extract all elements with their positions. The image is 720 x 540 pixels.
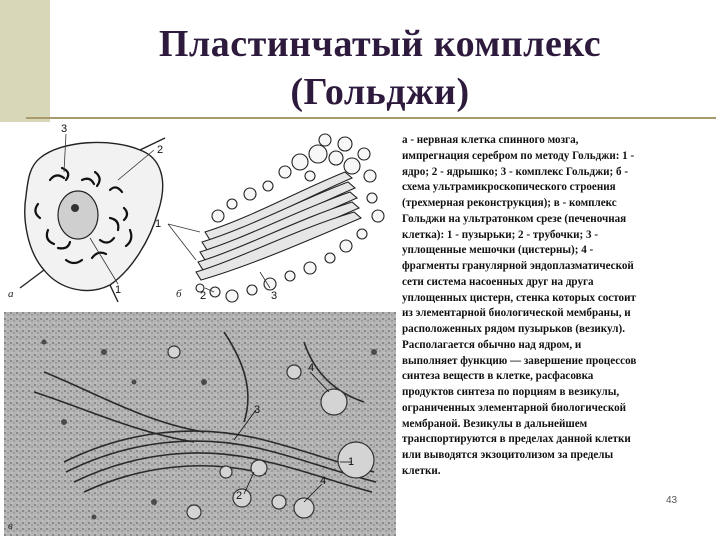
figure-c-label-2: 2 xyxy=(236,490,243,502)
accent-bar xyxy=(0,0,50,122)
figure-b-label-1: 1 xyxy=(155,218,162,230)
micrograph-figure xyxy=(4,312,396,536)
figure-c-label-4-top: 4 xyxy=(308,362,315,374)
golgi-schema-drawing xyxy=(196,134,384,302)
title-divider xyxy=(26,117,716,119)
title-line-2: (Гольджи) xyxy=(290,71,470,113)
figure-c-label-1: 1 xyxy=(348,456,355,468)
figure-b-label-2: 2 xyxy=(200,290,207,302)
neuron-cell-drawing xyxy=(20,138,165,302)
figure-a-label-2: 2 xyxy=(157,144,164,156)
figure-c-label-3: 3 xyxy=(254,404,261,416)
figure-b-label-3: 3 xyxy=(271,290,278,302)
page-number: 43 xyxy=(666,495,678,506)
figure-c-letter: в xyxy=(8,520,13,532)
figure-caption: а - нервная клетка спинного мозга, импрегнация серебром по методу Гольджи: 1 - ядро; 2 - ядрышко; 3 - комплекс Гольджи; б - схема ультрамикроскопического строения (трехмерная реконструкция); в - комплекс Гольджи на ультратонком срезе (печеночная клетка): 1 - пузырьки; 2 - трубочки; 3 - уплощенные мешочки (цистерны); 4 - фрагменты гранулярной эндоплазматической сети система насоенных друг на друга уплощенных цистерн, стенка которых состоит из элементарной биологической мембраны, и расположенных рядом пузырьков (везикул). Располагается обычно над ядром, и выполняет функцию — завершение процессов синтеза веществ в клетке, расфасовка продуктов синтеза по порциям в везикулы, ограниченных элементарной биологической мембраной. Везикулы в дальнейшем транспортируются в пределах данной клетки или выводятся экзоцитолизом за пределы клетки. xyxy=(402,134,637,477)
figure-top xyxy=(0,120,400,308)
figure-a-letter: а xyxy=(8,288,14,300)
micrograph-drawing xyxy=(4,312,396,536)
figure-b-letter: б xyxy=(176,288,182,300)
slide-title xyxy=(60,20,700,116)
title-line-1: Пластинчатый комплекс xyxy=(158,23,602,65)
figure-a-label-1: 1 xyxy=(115,284,122,296)
figure-ab-drawing xyxy=(0,120,400,308)
figure-c-label-4-bottom: 4 xyxy=(320,475,327,487)
figure-a-label-3: 3 xyxy=(61,123,68,135)
